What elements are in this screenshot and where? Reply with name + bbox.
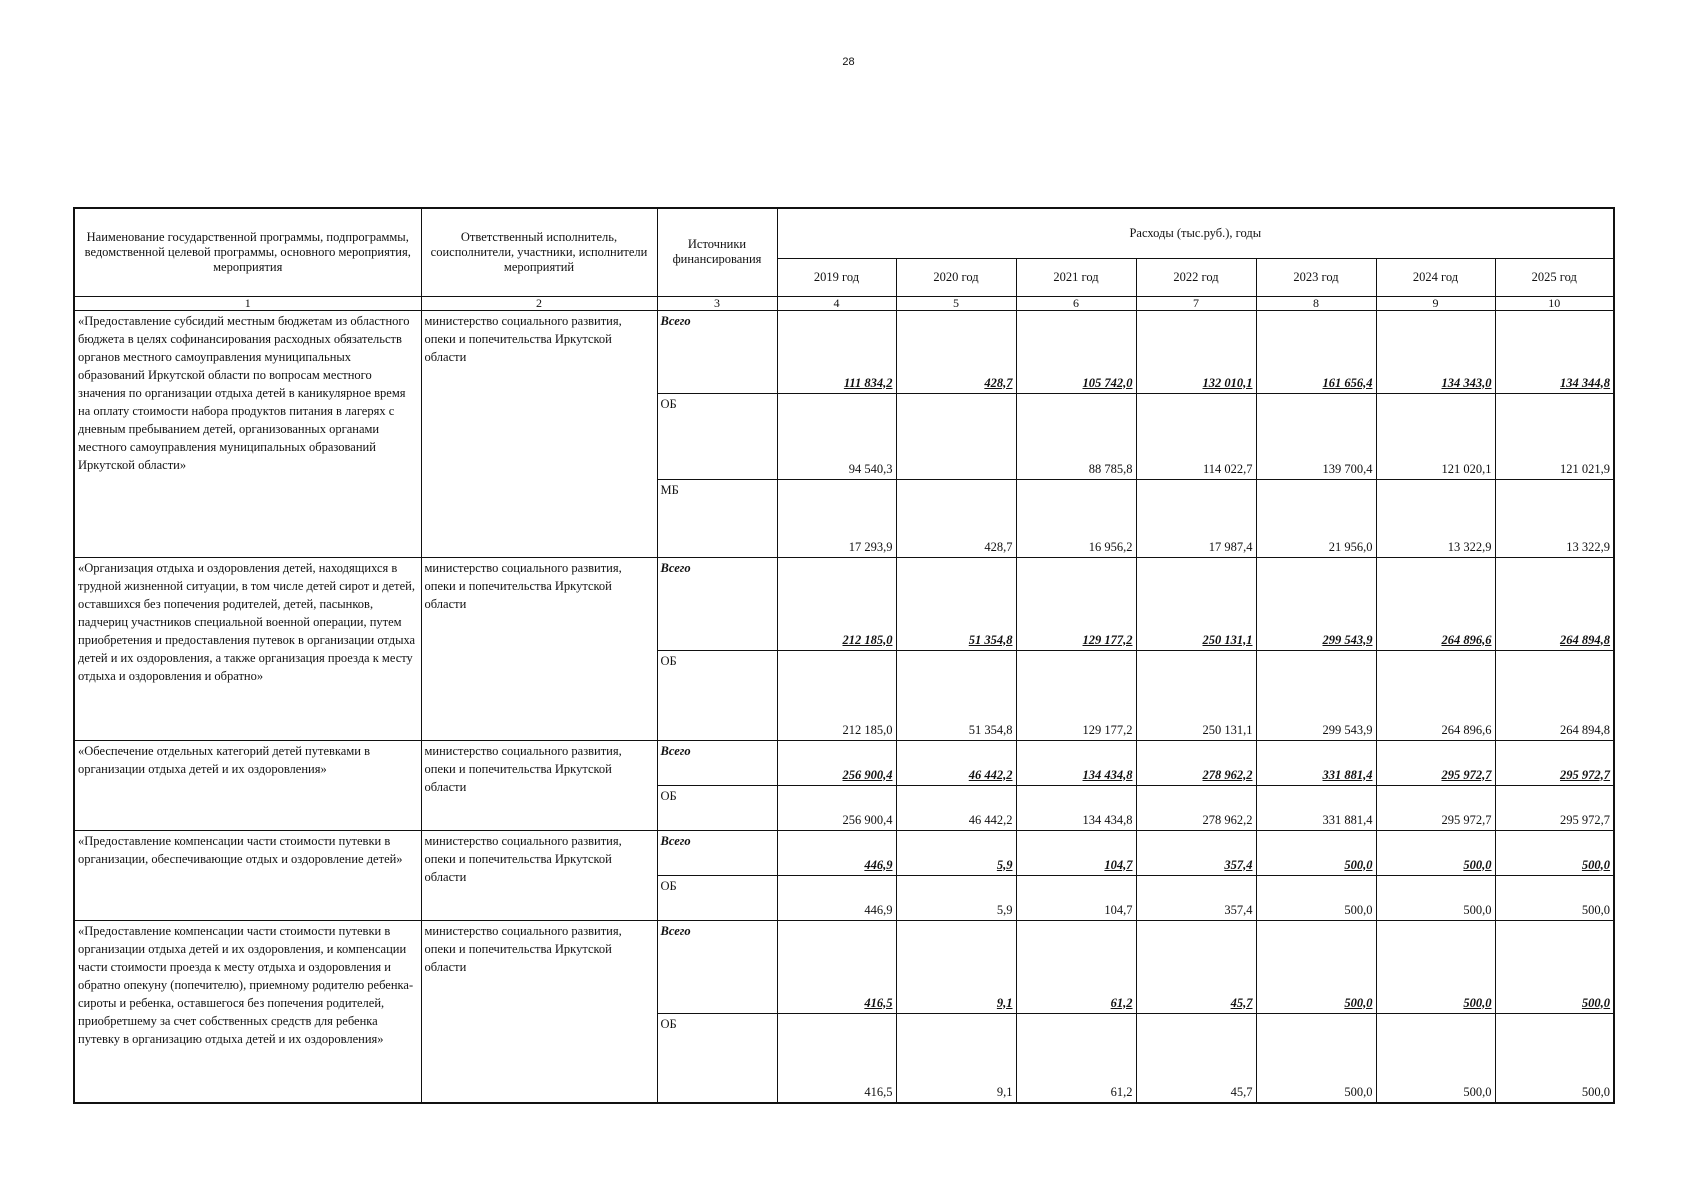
executor: министерство социального развития, опеки и попечительства Иркутской области [421, 310, 657, 557]
header-year: 2020 год [896, 258, 1016, 296]
expense-value: 500,0 [1376, 920, 1495, 1013]
expense-value: 121 021,9 [1495, 393, 1614, 479]
expense-value: 256 900,4 [777, 740, 896, 785]
expense-value: 134 434,8 [1016, 785, 1136, 830]
expense-value: 46 442,2 [896, 785, 1016, 830]
expense-value: 16 956,2 [1016, 479, 1136, 557]
expense-value: 13 322,9 [1495, 479, 1614, 557]
executor: министерство социального развития, опеки и попечительства Иркутской области [421, 830, 657, 920]
expense-value: 132 010,1 [1136, 310, 1256, 393]
expense-value: 331 881,4 [1256, 740, 1376, 785]
expense-value: 278 962,2 [1136, 740, 1256, 785]
header-executor: Ответственный исполнитель, соисполнители, участники, исполнители мероприятий [421, 208, 657, 296]
expense-value: 500,0 [1376, 830, 1495, 875]
expense-value: 278 962,2 [1136, 785, 1256, 830]
expense-value: 45,7 [1136, 920, 1256, 1013]
header-year: 2024 год [1376, 258, 1495, 296]
column-number: 6 [1016, 296, 1136, 310]
expense-value: 134 344,8 [1495, 310, 1614, 393]
expense-value: 129 177,2 [1016, 557, 1136, 650]
funding-source: ОБ [657, 1013, 777, 1103]
expense-value: 134 434,8 [1016, 740, 1136, 785]
funding-source: Всего [657, 920, 777, 1013]
expense-value: 500,0 [1256, 830, 1376, 875]
table-row [74, 310, 1614, 393]
column-number: 10 [1495, 296, 1614, 310]
expense-value: 500,0 [1495, 920, 1614, 1013]
expense-value: 51 354,8 [896, 557, 1016, 650]
header-year: 2025 год [1495, 258, 1614, 296]
column-number: 7 [1136, 296, 1256, 310]
header-name: Наименование государственной программы, подпрограммы, ведомственной целевой программы, основного мероприятия, мероприятия [74, 208, 421, 296]
expense-value: 500,0 [1256, 920, 1376, 1013]
program-name: «Предоставление компенсации части стоимости путевки в организации, обеспечивающие отдых и оздоровление детей» [74, 830, 421, 920]
header-year: 2023 год [1256, 258, 1376, 296]
header-expenses: Расходы (тыс.руб.), годы [777, 208, 1614, 258]
expense-value: 446,9 [777, 875, 896, 920]
expense-value: 111 834,2 [777, 310, 896, 393]
expense-value: 295 972,7 [1376, 785, 1495, 830]
expense-value: 21 956,0 [1256, 479, 1376, 557]
expense-value: 129 177,2 [1016, 650, 1136, 740]
expense-value: 9,1 [896, 1013, 1016, 1103]
column-number: 2 [421, 296, 657, 310]
expense-value: 500,0 [1495, 875, 1614, 920]
expense-value: 139 700,4 [1256, 393, 1376, 479]
expense-value: 61,2 [1016, 1013, 1136, 1103]
funding-source: ОБ [657, 393, 777, 479]
expense-value: 104,7 [1016, 875, 1136, 920]
expense-value: 299 543,9 [1256, 557, 1376, 650]
expense-value [896, 393, 1016, 479]
expense-value: 416,5 [777, 1013, 896, 1103]
column-number: 8 [1256, 296, 1376, 310]
expense-value: 500,0 [1376, 875, 1495, 920]
column-number: 5 [896, 296, 1016, 310]
expense-value: 295 972,7 [1495, 740, 1614, 785]
expense-value: 51 354,8 [896, 650, 1016, 740]
expense-value: 428,7 [896, 479, 1016, 557]
header-year: 2021 год [1016, 258, 1136, 296]
expense-value: 61,2 [1016, 920, 1136, 1013]
expense-value: 357,4 [1136, 875, 1256, 920]
expense-value: 134 343,0 [1376, 310, 1495, 393]
table-row [74, 920, 1614, 1013]
funding-source: Всего [657, 557, 777, 650]
executor: министерство социального развития, опеки и попечительства Иркутской области [421, 920, 657, 1103]
funding-source: Всего [657, 830, 777, 875]
funding-source: МБ [657, 479, 777, 557]
expense-value: 88 785,8 [1016, 393, 1136, 479]
column-number: 3 [657, 296, 777, 310]
funding-source: ОБ [657, 875, 777, 920]
expense-value: 416,5 [777, 920, 896, 1013]
program-name: «Организация отдыха и оздоровления детей, находящихся в трудной жизненной ситуации, в том числе детей сирот и детей, оставшихся без попечения родителей, детей, пасынков, падчериц участников специальной военной операции, путем приобретения и предоставления путевок в организации отдыха детей и их оздоровления, а также организация проезда к месту отдыха и оздоровления и обратно» [74, 557, 421, 740]
expense-value: 500,0 [1256, 875, 1376, 920]
expense-value: 114 022,7 [1136, 393, 1256, 479]
expense-value: 105 742,0 [1016, 310, 1136, 393]
column-number: 4 [777, 296, 896, 310]
funding-source: Всего [657, 740, 777, 785]
expense-value: 357,4 [1136, 830, 1256, 875]
header-source: Источники финансирования [657, 208, 777, 296]
expense-value: 104,7 [1016, 830, 1136, 875]
expense-value: 256 900,4 [777, 785, 896, 830]
expense-value: 500,0 [1495, 1013, 1614, 1103]
expense-value: 264 896,6 [1376, 557, 1495, 650]
funding-source: ОБ [657, 785, 777, 830]
expense-value: 250 131,1 [1136, 650, 1256, 740]
expense-value: 45,7 [1136, 1013, 1256, 1103]
funding-source: ОБ [657, 650, 777, 740]
executor: министерство социального развития, опеки и попечительства Иркутской области [421, 557, 657, 740]
header-year: 2022 год [1136, 258, 1256, 296]
expense-value: 295 972,7 [1495, 785, 1614, 830]
expense-value: 446,9 [777, 830, 896, 875]
column-number: 1 [74, 296, 421, 310]
expense-value: 94 540,3 [777, 393, 896, 479]
expense-value: 17 293,9 [777, 479, 896, 557]
expense-value: 121 020,1 [1376, 393, 1495, 479]
expense-value: 212 185,0 [777, 650, 896, 740]
expense-value: 264 896,6 [1376, 650, 1495, 740]
expense-value: 17 987,4 [1136, 479, 1256, 557]
expense-value: 428,7 [896, 310, 1016, 393]
budget-table [73, 207, 1615, 1104]
expense-value: 250 131,1 [1136, 557, 1256, 650]
funding-source: Всего [657, 310, 777, 393]
column-number: 9 [1376, 296, 1495, 310]
expense-value: 331 881,4 [1256, 785, 1376, 830]
expense-value: 299 543,9 [1256, 650, 1376, 740]
table-row [74, 830, 1614, 875]
expense-value: 13 322,9 [1376, 479, 1495, 557]
expense-value: 500,0 [1376, 1013, 1495, 1103]
program-name: «Предоставление субсидий местным бюджетам из областного бюджета в целях софинансирования расходных обязательств органов местного самоуправления муниципальных образований Иркутской области по вопросам местного значения по организации отдыха детей в каникулярное время на оплату стоимости набора продуктов питания в лагерях с дневным пребыванием детей, организованных органами местного самоуправления муниципальных образований Иркутской области» [74, 310, 421, 557]
program-name: «Обеспечение отдельных категорий детей путевками в организации отдыха детей и их оздоровления» [74, 740, 421, 830]
expense-value: 500,0 [1495, 830, 1614, 875]
executor: министерство социального развития, опеки и попечительства Иркутской области [421, 740, 657, 830]
expense-value: 212 185,0 [777, 557, 896, 650]
expense-value: 500,0 [1256, 1013, 1376, 1103]
expense-value: 46 442,2 [896, 740, 1016, 785]
expense-value: 264 894,8 [1495, 557, 1614, 650]
expense-value: 5,9 [896, 875, 1016, 920]
program-name: «Предоставление компенсации части стоимости путевки в организации отдыха детей и их оздоровления, и компенсации части стоимости проезда к месту отдыха и оздоровления и обратно опекуну (попечителю), приемному родителю ребенка-сироты и ребенка, оставшегося без попечения родителей, приобретшему за счет собственных средств для ребенка путевку в организацию отдыха детей и их оздоровления» [74, 920, 421, 1103]
expense-value: 295 972,7 [1376, 740, 1495, 785]
table-row [74, 557, 1614, 650]
expense-value: 5,9 [896, 830, 1016, 875]
expense-value: 264 894,8 [1495, 650, 1614, 740]
page-number: 28 [842, 56, 855, 68]
expense-value: 161 656,4 [1256, 310, 1376, 393]
header-year: 2019 год [777, 258, 896, 296]
table-row [74, 740, 1614, 785]
expense-value: 9,1 [896, 920, 1016, 1013]
